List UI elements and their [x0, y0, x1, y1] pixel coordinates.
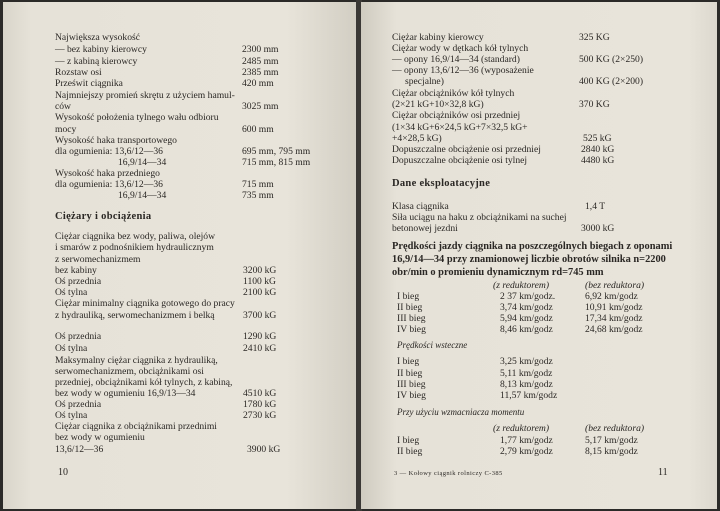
row-label: 16,9/14—34 [118, 157, 167, 168]
row-value: 2300 mm [242, 44, 279, 55]
subheading-torque: Przy użyciu wzmacniacza momentu [397, 407, 525, 417]
speed-value: 8,46 km/godz [500, 324, 553, 335]
row-value: 3900 kG [247, 444, 281, 455]
row-value: 325 KG [579, 32, 610, 43]
row-label: Oś przednia [55, 276, 102, 287]
row-label: specjalne) [405, 76, 444, 87]
column-header: (z reduktorem) [493, 280, 550, 291]
row-value: 2385 mm [242, 67, 279, 78]
row-label: przedniej, obciążnikami kół tylnych, z kabiną, [55, 377, 233, 388]
dims-label: Największa wysokość [55, 32, 140, 43]
gear-label: I bieg [397, 356, 420, 367]
row-label: ców [55, 101, 71, 112]
speed-value: 5,17 km/godz [585, 435, 638, 446]
row-value: 2730 kG [243, 410, 277, 421]
row-label: bez kabiny [55, 265, 97, 276]
row-label: Oś tylna [55, 287, 88, 298]
speed-value: 5,94 km/godz [500, 313, 553, 324]
gear-label: IV bieg [397, 390, 426, 401]
row-label: Wysokość haka transportowego [55, 135, 177, 146]
page-footer: 3 — Kołowy ciągnik rolniczy C-385 [394, 470, 503, 477]
row-value: 3025 mm [242, 101, 279, 112]
row-label: Najmniejszy promień skrętu z użyciem hamul- [55, 90, 235, 101]
gear-label: II bieg [397, 446, 423, 457]
row-label: Klasa ciągnika [392, 201, 449, 212]
row-label: 16,9/14—34 [118, 190, 167, 201]
row-label: dla ogumienia: 13,6/12—36 [55, 146, 163, 157]
gear-label: III bieg [397, 313, 426, 324]
gear-label: III bieg [397, 379, 426, 390]
column-header: (bez reduktora) [585, 280, 645, 291]
row-label: Dopuszczalne obciążenie osi przedniej [392, 144, 541, 155]
row-label: i smarów z podnośnikiem hydraulicznym [55, 242, 214, 253]
speed-value: 24,68 km/godz [585, 324, 643, 335]
row-label: +4×28,5 kG) [392, 133, 442, 144]
speed-value: 2,79 km/godz [500, 446, 553, 457]
row-value: 4480 kG [581, 155, 615, 166]
row-label: dla ogumienia: 13,6/12—36 [55, 179, 163, 190]
row-label: z hydrauliką, serwomechanizmem i belką [55, 310, 215, 321]
row-value: 1100 kG [243, 276, 276, 287]
row-label: Oś przednia [55, 399, 102, 410]
speed-value: 2 37 km/godz. [500, 291, 556, 302]
row-label: bez wody w ogumieniu 16,9/13—34 [55, 388, 196, 399]
page-number-right: 11 [658, 467, 668, 478]
row-value: 1290 kG [243, 331, 277, 342]
row-value: 695 mm, 795 mm [242, 146, 311, 157]
row-value: 400 KG (2×200) [579, 76, 644, 87]
row-label: Ciężar minimalny ciągnika gotowego do pracy [55, 298, 235, 309]
row-value: 500 KG (2×250) [579, 54, 644, 65]
row-label: Wysokość położenia tylnego wału odbioru [55, 112, 219, 123]
row-label: Oś tylna [55, 343, 88, 354]
row-label: mocy [55, 124, 77, 135]
row-label: — opony 13,6/12—36 (wyposażenie [392, 65, 534, 76]
speed-value: 8,13 km/godz [500, 379, 553, 390]
speed-value: 6,92 km/godz [585, 291, 638, 302]
left-page [3, 2, 357, 509]
row-value: 2100 kG [243, 287, 277, 298]
speed-heading-line: 16,9/14—34 przy znamionowej liczbie obrotów silnika n=2200 [392, 254, 666, 265]
page-number-left: 10 [58, 467, 68, 478]
row-label: Ciężar obciążników osi przedniej [392, 110, 521, 121]
row-label: Maksymalny ciężar ciągnika z hydrauliką, [55, 355, 218, 366]
row-label: betonowej jezdni [392, 223, 458, 234]
row-label: Ciężar ciągnika bez wody, paliwa, olejów [55, 231, 216, 242]
speed-value: 8,15 km/godz [585, 446, 638, 457]
row-label: Siła uciągu na haku z obciążnikami na suchej [392, 212, 567, 223]
right-page [361, 2, 717, 509]
row-value: 370 KG [579, 99, 610, 110]
row-label: 13,6/12—36 [55, 444, 104, 455]
row-value: 735 mm [242, 190, 274, 201]
speed-heading-line: obr/min o promieniu dynamicznym rd=745 mm [392, 267, 604, 278]
gear-label: I bieg [397, 291, 420, 302]
speed-value: 3,74 km/godz [500, 302, 553, 313]
speed-heading-line: Prędkości jazdy ciągnika na poszczególnych biegach z oponami [392, 241, 673, 252]
row-label: Prześwit ciągnika [55, 78, 123, 89]
gear-label: II bieg [397, 368, 423, 379]
row-label: serwomechanizmem, obciążnikami osi [55, 366, 204, 377]
speed-value: 5,11 km/godz [500, 368, 553, 379]
row-label: — z kabiną kierowcy [55, 56, 138, 67]
section-heading-operation: Dane eksploatacyjne [392, 178, 491, 189]
speed-value: 1,77 km/godz [500, 435, 553, 446]
column-header: (bez reduktora) [585, 423, 645, 434]
row-label: Dopuszczalne obciążenie osi tylnej [392, 155, 528, 166]
speed-value: 10,91 km/godz [585, 302, 643, 313]
gear-label: II bieg [397, 302, 423, 313]
speed-value: 3,25 km/godz [500, 356, 553, 367]
row-label: (1×34 kG+6×24,5 kG+7×32,5 kG+ [392, 122, 528, 133]
row-label: Rozstaw osi [55, 67, 102, 78]
speed-value: 11,57 km/godz [500, 390, 558, 401]
row-label: Ciężar obciążników kół tylnych [392, 88, 515, 99]
row-value: 420 mm [242, 78, 274, 89]
row-label: Ciężar ciągnika z obciążnikami przednimi [55, 421, 217, 432]
row-value: 1780 kG [243, 399, 277, 410]
row-label: Ciężar kabiny kierowcy [392, 32, 484, 43]
row-value: 715 mm, 815 mm [242, 157, 311, 168]
column-header: (z reduktorem) [493, 423, 550, 434]
row-value: 715 mm [242, 179, 274, 190]
row-label: — opony 16,9/14—34 (standard) [392, 54, 520, 65]
row-label: bez wody w ogumieniu [55, 432, 145, 443]
row-label: Oś przednia [55, 331, 102, 342]
section-heading-weights: Ciężary i obciążenia [55, 211, 152, 222]
row-label: Oś tylna [55, 410, 88, 421]
row-value: 525 kG [583, 133, 612, 144]
row-value: 3200 kG [243, 265, 277, 276]
row-value: 3000 kG [581, 223, 615, 234]
subheading-reverse: Prędkości wsteczne [397, 340, 468, 350]
speed-value: 17,34 km/godz [585, 313, 643, 324]
row-label: Wysokość haka przedniego [55, 168, 160, 179]
row-label: Ciężar wody w dętkach kół tylnych [392, 43, 529, 54]
gear-label: I bieg [397, 435, 420, 446]
row-value: 600 mm [242, 124, 274, 135]
row-value: 2840 kG [581, 144, 615, 155]
row-label: (2×21 kG+10×32,8 kG) [392, 99, 484, 110]
row-value: 2485 mm [242, 56, 279, 67]
row-label: z serwomechanizmem [55, 254, 141, 265]
row-value: 2410 kG [243, 343, 277, 354]
row-value: 3700 kG [243, 310, 277, 321]
row-value: 1,4 T [585, 201, 606, 212]
gear-label: IV bieg [397, 324, 426, 335]
row-label: — bez kabiny kierowcy [55, 44, 147, 55]
row-value: 4510 kG [243, 388, 277, 399]
